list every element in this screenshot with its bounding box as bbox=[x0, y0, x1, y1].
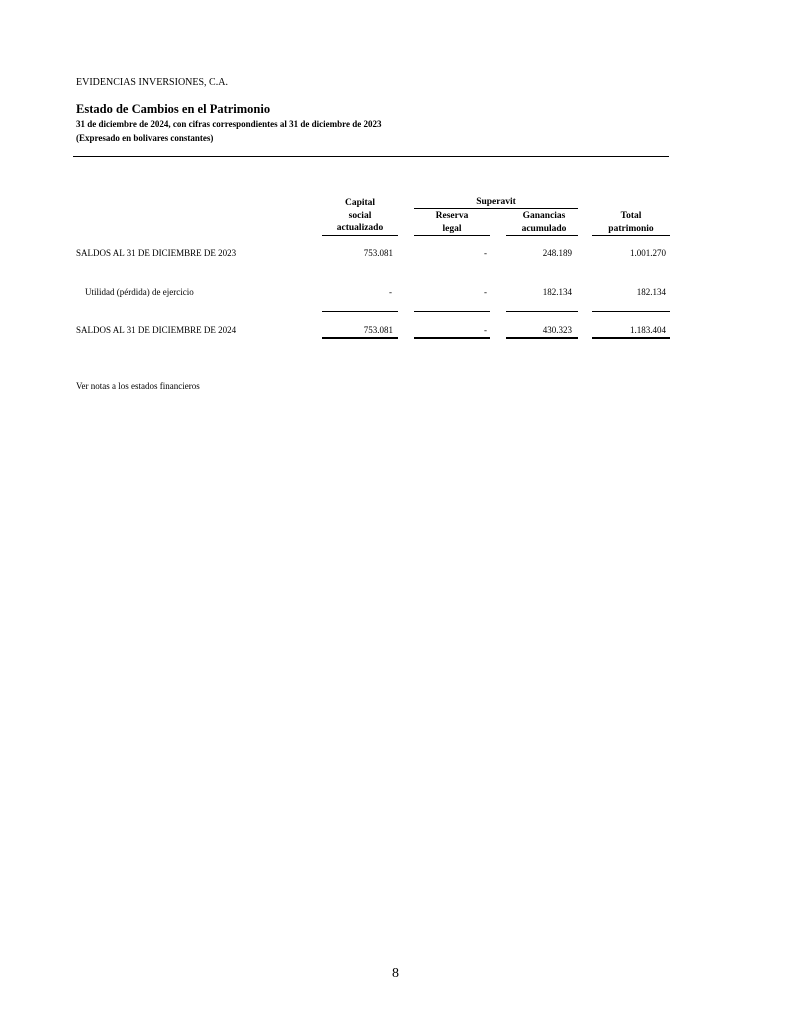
header-capital bbox=[322, 197, 398, 235]
total-rule-reserva bbox=[414, 337, 490, 339]
header-reserva-line1: Reserva bbox=[435, 211, 469, 221]
header-total-line2: patrimonio bbox=[608, 223, 654, 234]
header-total-line1: Total bbox=[620, 211, 642, 221]
header-capital-line2: social bbox=[348, 210, 372, 221]
cell-ganancias-2024: 430.323 bbox=[542, 325, 572, 335]
total-rule-total bbox=[592, 337, 670, 339]
header-reserva bbox=[414, 210, 490, 235]
cell-reserva-2024: - bbox=[484, 325, 487, 335]
subtotal-rule-capital bbox=[322, 311, 398, 312]
header-ganancias bbox=[506, 210, 582, 235]
header-ganancias-line2: acumulado bbox=[521, 223, 567, 234]
header-reserva-underline bbox=[414, 235, 490, 236]
header-capital-line3: actualizado bbox=[336, 223, 384, 233]
cell-capital-2023: 753.081 bbox=[363, 248, 393, 258]
cell-total-2023: 1.001.270 bbox=[630, 248, 666, 258]
subtotal-rule-total bbox=[592, 311, 670, 312]
header-capital-underline bbox=[322, 235, 398, 236]
statement-title: Estado de Cambios en el Patrimonio bbox=[76, 102, 271, 116]
total-rule-capital bbox=[322, 337, 398, 339]
cell-ganancias-utilidad: 182.134 bbox=[542, 287, 572, 297]
statement-period: 31 de diciembre de 2024, con cifras correspondientes al 31 de diciembre de 2023 bbox=[76, 119, 382, 129]
notes-reference: Ver notas a los estados financieros bbox=[76, 381, 200, 391]
row-label-2024: SALDOS AL 31 DE DICIEMBRE DE 2024 bbox=[76, 325, 237, 335]
cell-reserva-2023: - bbox=[484, 248, 487, 258]
header-capital-line1: Capital bbox=[344, 198, 376, 208]
cell-total-utilidad: 182.134 bbox=[636, 287, 666, 297]
row-label-2023: SALDOS AL 31 DE DICIEMBRE DE 2023 bbox=[76, 248, 237, 258]
currency-note: (Expresado en bolivares constantes) bbox=[76, 133, 214, 143]
cell-reserva-utilidad: - bbox=[484, 287, 487, 297]
header-reserva-line2: legal bbox=[442, 223, 462, 234]
header-ganancias-line1: Ganancias bbox=[522, 211, 566, 221]
header-total bbox=[592, 210, 670, 235]
header-superavit: Superavit bbox=[476, 197, 516, 207]
superavit-rule bbox=[414, 208, 578, 209]
subtotal-rule-reserva bbox=[414, 311, 490, 312]
cell-total-2024: 1.183.404 bbox=[630, 325, 666, 335]
header-ganancias-underline bbox=[506, 235, 578, 236]
cell-ganancias-2023: 248.189 bbox=[542, 248, 572, 258]
company-name: EVIDENCIAS INVERSIONES, C.A. bbox=[76, 77, 228, 88]
page-number: 8 bbox=[392, 966, 399, 981]
header-divider bbox=[73, 156, 669, 157]
total-rule-ganancias bbox=[506, 337, 578, 339]
cell-capital-utilidad: - bbox=[389, 287, 392, 297]
row-label-utilidad: Utilidad (pérdida) de ejercicio bbox=[85, 287, 194, 297]
cell-capital-2024: 753.081 bbox=[363, 325, 393, 335]
header-total-underline bbox=[592, 235, 670, 236]
subtotal-rule-ganancias bbox=[506, 311, 578, 312]
